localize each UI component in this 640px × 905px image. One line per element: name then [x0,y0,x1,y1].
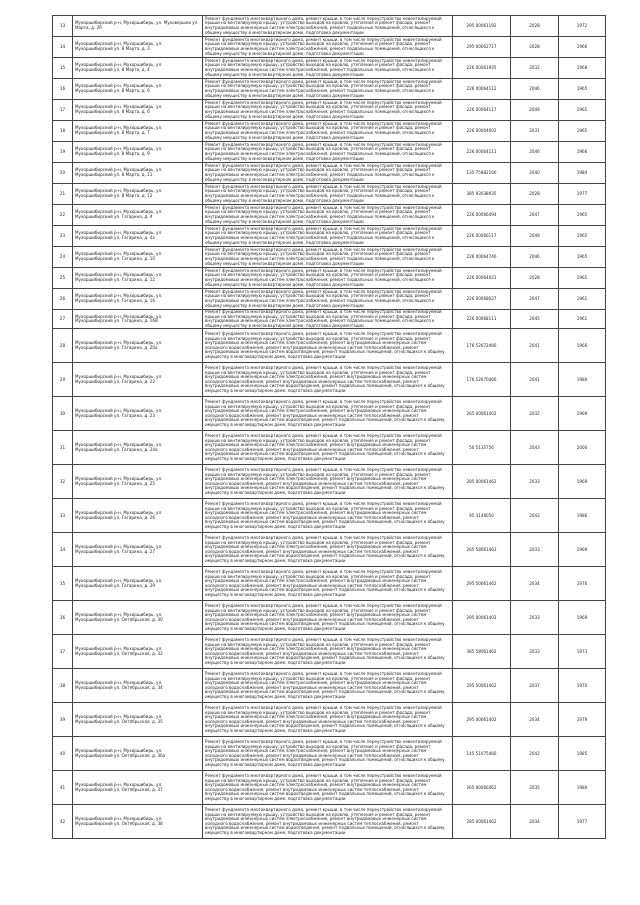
row-number-cell: 38 [53,669,73,703]
build-year-cell: 1965 [559,121,606,142]
cost-cell: 265 00061402 [453,397,511,431]
work-description-cell: Ремонт фундамента многоквартирного дома, ремонт крыши, в том числе переустройство невентилируемой крыши на вентилируемую крышу, устройство выходов на кровлю, утепление и ремонт фасада, ремонт внутридомовых инженерных систем электроснабжения, ремонт внутридомовых инженерных систем холодного водоснабжения, ремонт внутридомовых инженерных систем теплоснабжения, ремонт внутридомовых инженерных систем водоотведения, ремонт подвальных помещений, относящихся к общему имуществу в многоквартирном доме, подготовка документации [203,499,453,533]
work-description-cell: Ремонт фундамента многоквартирного дома, ремонт крыши, в том числе переустройство невентилируемой крыши на вентилируемую крышу, устройство выходов на кровлю, утепление и ремонт фасада, ремонт внутридомовых инженерных систем электроснабжения, ремонт подвальных помещений, относящихся к общему имуществу в многоквартирном доме, подготовка документации [203,37,453,58]
address-cell: Мухоршибирский р-н, Мухоршибирь, ул. Мухоршибирский ул. 8 Марта, д. 4 [73,58,203,79]
repair-year-cell: 2037 [511,669,559,703]
build-year-cell: 1977 [559,184,606,205]
build-year-cell: 1965 [559,268,606,289]
cost-cell: 295 50061462 [453,567,511,601]
row-number-cell: 16 [53,79,73,100]
table-row [53,601,606,635]
table-row [53,289,606,310]
cost-cell: 226 00064112 [453,79,511,100]
work-description-cell: Ремонт фундамента многоквартирного дома, ремонт крыши, в том числе переустройство невентилируемой крыши на вентилируемую крышу, устройство выходов на кровлю, утепление и ремонт фасада, ремонт внутридомовых инженерных систем электроснабжения, ремонт подвальных помещений, относящихся к общему имуществу в многоквартирном доме, подготовка документации [203,184,453,205]
repair-year-cell: 2028 [511,16,559,37]
build-year-cell: 1965 [559,205,606,226]
repair-year-cell: 2034 [511,567,559,601]
row-number-cell: 17 [53,100,73,121]
work-description-cell: Ремонт фундамента многоквартирного дома, ремонт крыши, в том числе переустройство невентилируемой крыши на вентилируемую крышу, устройство выходов на кровлю, утепление и ремонт фасада, ремонт внутридомовых инженерных систем электроснабжения, ремонт внутридомовых инженерных систем холодного водоснабжения, ремонт внутридомовых инженерных систем теплоснабжения, ремонт внутридомовых инженерных систем водоотведения, ремонт подвальных помещений, относящихся к общему имуществу в многоквартирном доме, подготовка документации [203,737,453,771]
address-cell: Мухоршибирский р-н, Мухоршибирь, ул. Мухоршибирский ул. 8 Марта, д. 11 [73,163,203,184]
work-description-cell: Ремонт фундамента многоквартирного дома, ремонт крыши, в том числе переустройство невентилируемой крыши на вентилируемую крышу, устройство выходов на кровлю, утепление и ремонт фасада, ремонт внутридомовых инженерных систем электроснабжения, ремонт внутридомовых инженерных систем холодного водоснабжения, ремонт внутридомовых инженерных систем теплоснабжения, ремонт внутридомовых инженерных систем водоотведения, ремонт подвальных помещений, относящихся к общему имуществу в многоквартирном доме, подготовка документации [203,567,453,601]
repair-year-cell: 2032 [511,397,559,431]
build-year-cell: 1965 [559,247,606,268]
table-row [53,79,606,100]
table-row [53,37,606,58]
repair-year-cell: 2041 [511,363,559,397]
table-row [53,16,606,37]
address-cell: Мухоршибирский р-н, Мухоршибирь, ул. Мухоршибирский ул. Октябрьская, д. 32 [73,635,203,669]
cost-cell: 50 5135756 [453,431,511,465]
repair-year-cell: 2047 [511,289,559,310]
build-year-cell: 1968 [559,58,606,79]
address-cell: Мухоршибирский р-н, Мухоршибирь, ул. Мухоршибирский ул. Октябрьская, д. 38 [73,805,203,839]
cost-cell: 226 00064111 [453,142,511,163]
work-description-cell: Ремонт фундамента многоквартирного дома, ремонт крыши, в том числе переустройство невентилируемой крыши на вентилируемую крышу, устройство выходов на кровлю, утепление и ремонт фасада, ремонт внутридомовых инженерных систем электроснабжения, ремонт подвальных помещений, относящихся к общему имуществу в многоквартирном доме, подготовка документации [203,100,453,121]
work-description-cell: Ремонт фундамента многоквартирного дома, ремонт крыши, в том числе переустройство невентилируемой крыши на вентилируемую крышу, устройство выходов на кровлю, утепление и ремонт фасада, ремонт внутридомовых инженерных систем электроснабжения, ремонт подвальных помещений, относящихся к общему имуществу в многоквартирном доме, подготовка документации [203,16,453,37]
work-description-cell: Ремонт фундамента многоквартирного дома, ремонт крыши, в том числе переустройство невентилируемой крыши на вентилируемую крышу, устройство выходов на кровлю, утепление и ремонт фасада, ремонт внутридомовых инженерных систем электроснабжения, ремонт внутридомовых инженерных систем холодного водоснабжения, ремонт внутридомовых инженерных систем теплоснабжения, ремонт внутридомовых инженерных систем водоотведения, ремонт подвальных помещений, относящихся к общему имуществу в многоквартирном доме, подготовка документации [203,465,453,499]
address-cell: Мухоршибирский р-н, Мухоршибирь, ул. Мухоршибирский ул. Гагарина, д. 10 [73,247,203,268]
table-row [53,247,606,268]
row-number-cell: 18 [53,121,73,142]
table-row [53,805,606,839]
address-cell: Мухоршибирский р-н, Мухоршибирь, ул. Мухоршибирский ул. Гагарина, д. 23 [73,397,203,431]
work-description-cell: Ремонт фундамента многоквартирного дома, ремонт крыши, в том числе переустройство невентилируемой крыши на вентилируемую крышу, устройство выходов на кровлю, утепление и ремонт фасада, ремонт внутридомовых инженерных систем электроснабжения, ремонт внутридомовых инженерных систем холодного водоснабжения, ремонт внутридомовых инженерных систем теплоснабжения, ремонт внутридомовых инженерных систем водоотведения, ремонт подвальных помещений, относящихся к общему имуществу в многоквартирном доме, подготовка документации [203,601,453,635]
work-description-cell: Ремонт фундамента многоквартирного дома, ремонт крыши, в том числе переустройство невентилируемой крыши на вентилируемую крышу, устройство выходов на кровлю, утепление и ремонт фасада, ремонт внутридомовых инженерных систем электроснабжения, ремонт внутридомовых инженерных систем холодного водоснабжения, ремонт внутридомовых инженерных систем теплоснабжения, ремонт внутридомовых инженерных систем водоотведения, ремонт подвальных помещений, относящихся к общему имуществу в многоквартирном доме, подготовка документации [203,329,453,363]
address-cell: Мухоршибирский р-н, Мухоршибирь, ул. Мухоршибирский ул. Гагарина, д. 12 [73,268,203,289]
address-cell: Мухоршибирский р-н, Мухоршибирь, ул. Мухоршибирский ул. Гагарина, д. 4 [73,205,203,226]
repair-year-cell: 2033 [511,533,559,567]
row-number-cell: 13 [53,16,73,37]
cost-cell: 285 00061462 [453,805,511,839]
row-number-cell: 30 [53,397,73,431]
table-row [53,226,606,247]
row-number-cell: 35 [53,567,73,601]
work-description-cell: Ремонт фундамента многоквартирного дома, ремонт крыши, в том числе переустройство невентилируемой крыши на вентилируемую крышу, устройство выходов на кровлю, утепление и ремонт фасада, ремонт внутридомовых инженерных систем электроснабжения, ремонт внутридомовых инженерных систем холодного водоснабжения, ремонт внутридомовых инженерных систем теплоснабжения, ремонт внутридомовых инженерных систем водоотведения, ремонт подвальных помещений, относящихся к общему имуществу в многоквартирном доме, подготовка документации [203,363,453,397]
cost-cell: 176 52672466 [453,329,511,363]
row-number-cell: 32 [53,465,73,499]
address-cell: Мухоршибирский р-н, Мухоршибирь, ул. Мухоршибирский ул. Гагарина, д. 16В [73,310,203,329]
cost-cell: 265 58061463 [453,533,511,567]
row-number-cell: 14 [53,37,73,58]
cost-cell: 226 00068111 [453,310,511,329]
work-description-cell: Ремонт фундамента многоквартирного дома, ремонт крыши, в том числе переустройство невентилируемой крыши на вентилируемую крышу, устройство выходов на кровлю, утепление и ремонт фасада, ремонт внутридомовых инженерных систем электроснабжения, ремонт подвальных помещений, относящихся к общему имуществу в многоквартирном доме, подготовка документации [203,79,453,100]
cost-cell: 295 00062717 [453,37,511,58]
table-row [53,635,606,669]
row-number-cell: 15 [53,58,73,79]
cost-cell: 295 00061192 [453,16,511,37]
build-year-cell: 1986 [559,499,606,533]
table-row [53,533,606,567]
build-year-cell: 1961 [559,310,606,329]
address-cell: Мухоршибирский р-н, Мухоршибирь, ул. Мухоршибирский ул. Гагарина, д. 4а [73,226,203,247]
table-row [53,58,606,79]
address-cell: Мухоршибирский р-н, Мухоршибирь, ул. Мухоршибирский ул. 8 Марта, д. 6 [73,79,203,100]
build-year-cell: 1969 [559,465,606,499]
cost-cell: 145 51075466 [453,737,511,771]
work-description-cell: Ремонт фундамента многоквартирного дома, ремонт крыши, в том числе переустройство невентилируемой крыши на вентилируемую крышу, устройство выходов на кровлю, утепление и ремонт фасада, ремонт внутридомовых инженерных систем электроснабжения, ремонт подвальных помещений, относящихся к общему имуществу в многоквартирном доме, подготовка документации [203,142,453,163]
repair-year-cell: 2042 [511,737,559,771]
cost-cell: 385 93038935 [453,184,511,205]
row-number-cell: 28 [53,329,73,363]
row-number-cell: 40 [53,737,73,771]
build-year-cell: 1961 [559,289,606,310]
build-year-cell: 1966 [559,329,606,363]
cost-cell: 265 00066462 [453,771,511,805]
build-year-cell: 1972 [559,16,606,37]
table-row [53,771,606,805]
address-cell: Мухоршибирский р-н, Мухоршибирь, ул. Мухоршибирский ул. Гагарина, д. 27 [73,533,203,567]
repair-year-cell: 2031 [511,121,559,142]
table-row [53,737,606,771]
cost-cell: 226 00066117 [453,226,511,247]
build-year-cell: 1980 [559,771,606,805]
repair-year-cell: 2049 [511,226,559,247]
row-number-cell: 23 [53,226,73,247]
repair-year-cell: 2047 [511,205,559,226]
cost-cell: 135 75882166 [453,163,511,184]
work-description-cell: Ремонт фундамента многоквартирного дома, ремонт крыши, в том числе переустройство невентилируемой крыши на вентилируемую крышу, устройство выходов на кровлю, утепление и ремонт фасада, ремонт внутридомовых инженерных систем электроснабжения, ремонт внутридомовых инженерных систем холодного водоснабжения, ремонт внутридомовых инженерных систем теплоснабжения, ремонт внутридомовых инженерных систем водоотведения, ремонт подвальных помещений, относящихся к общему имуществу в многоквартирном доме, подготовка документации [203,635,453,669]
table-row [53,205,606,226]
row-number-cell: 34 [53,533,73,567]
cost-cell: 295 00061402 [453,601,511,635]
work-description-cell: Ремонт фундамента многоквартирного дома, ремонт крыши, в том числе переустройство невентилируемой крыши на вентилируемую крышу, устройство выходов на кровлю, утепление и ремонт фасада, ремонт внутридомовых инженерных систем электроснабжения, ремонт внутридомовых инженерных систем холодного водоснабжения, ремонт внутридомовых инженерных систем теплоснабжения, ремонт внутридомовых инженерных систем водоотведения, ремонт подвальных помещений, относящихся к общему имуществу в многоквартирном доме, подготовка документации [203,431,453,465]
repair-year-cell: 2046 [511,247,559,268]
row-number-cell: 25 [53,268,73,289]
work-description-cell: Ремонт фундамента многоквартирного дома, ремонт крыши, в том числе переустройство невентилируемой крыши на вентилируемую крышу, устройство выходов на кровлю, утепление и ремонт фасада, ремонт внутридомовых инженерных систем электроснабжения, ремонт подвальных помещений, относящихся к общему имуществу в многоквартирном доме, подготовка документации [203,268,453,289]
row-number-cell: 29 [53,363,73,397]
address-cell: Мухоршибирский р-н, Мухоршибирь, ул. Мухоршибирский ул. 8 Марта, д. 12 [73,184,203,205]
row-number-cell: 19 [53,142,73,163]
address-cell: Мухоршибирский р-н, Мухоршибирь, ул. Мухоршибирский ул. Октябрьская, д. 36а [73,737,203,771]
repair-year-cell: 2028 [511,268,559,289]
build-year-cell: 1980 [559,363,606,397]
repair-year-cell: 2034 [511,805,559,839]
build-year-cell: 1965 [559,79,606,100]
address-cell: Мухоршибирский р-н, Мухоршибирь, ул. Мухоршибирский ул. Октябрьская, д. 34 [73,669,203,703]
repair-year-cell: 2028 [511,37,559,58]
row-number-cell: 37 [53,635,73,669]
repair-year-cell: 2049 [511,100,559,121]
repair-year-cell: 2046 [511,142,559,163]
build-year-cell: 1984 [559,163,606,184]
row-number-cell: 20 [53,163,73,184]
work-description-cell: Ремонт фундамента многоквартирного дома, ремонт крыши, в том числе переустройство невентилируемой крыши на вентилируемую крышу, устройство выходов на кровлю, утепление и ремонт фасада, ремонт внутридомовых инженерных систем электроснабжения, ремонт внутридомовых инженерных систем холодного водоснабжения, ремонт внутридомовых инженерных систем теплоснабжения, ремонт внутридомовых инженерных систем водоотведения, ремонт подвальных помещений, относящихся к общему имуществу в многоквартирном доме, подготовка документации [203,771,453,805]
build-year-cell: 1969 [559,397,606,431]
row-number-cell: 24 [53,247,73,268]
build-year-cell: 1966 [559,142,606,163]
address-cell: Мухоршибирский р-н, Мухоршибирь, ул. Мухоршибирский ул. Октябрьская, д. 30 [73,601,203,635]
address-cell: Мухоршибирский р-н, Мухоршибирь, ул. Мухоршибирский ул. Гагарина, д. 22 [73,363,203,397]
build-year-cell: 1965 [559,226,606,247]
cost-cell: 226 00064746 [453,247,511,268]
work-description-cell: Ремонт фундамента многоквартирного дома, ремонт крыши, в том числе переустройство невентилируемой крыши на вентилируемую крышу, устройство выходов на кровлю, утепление и ремонт фасада, ремонт внутридомовых инженерных систем электроснабжения, ремонт подвальных помещений, относящихся к общему имуществу в многоквартирном доме, подготовка документации [203,247,453,268]
build-year-cell: 1979 [559,703,606,737]
table-row [53,100,606,121]
table-row [53,499,606,533]
table-row [53,431,606,465]
repair-year-cell: 2046 [511,79,559,100]
work-description-cell: Ремонт фундамента многоквартирного дома, ремонт крыши, в том числе переустройство невентилируемой крыши на вентилируемую крышу, устройство выходов на кровлю, утепление и ремонт фасада, ремонт внутридомовых инженерных систем электроснабжения, ремонт подвальных помещений, относящихся к общему имуществу в многоквартирном доме, подготовка документации [203,310,453,329]
build-year-cell: 1965 [559,100,606,121]
address-cell: Мухоршибирский р-н, Мухоршибирь, ул. Мухоршибирский ул. Октябрьская, д. 35 [73,703,203,737]
row-number-cell: 31 [53,431,73,465]
repair-year-cell: 2028 [511,184,559,205]
repair-year-cell: 2032 [511,58,559,79]
cost-cell: 385 58061462 [453,635,511,669]
table-row [53,397,606,431]
work-description-cell: Ремонт фундамента многоквартирного дома, ремонт крыши, в том числе переустройство невентилируемой крыши на вентилируемую крышу, устройство выходов на кровлю, утепление и ремонт фасада, ремонт внутридомовых инженерных систем электроснабжения, ремонт подвальных помещений, относящихся к общему имуществу в многоквартирном доме, подготовка документации [203,121,453,142]
row-number-cell: 21 [53,184,73,205]
build-year-cell: 2000 [559,431,606,465]
repair-year-cell: 2043 [511,499,559,533]
address-cell: Мухоршибирский р-н, Мухоршибирь, ул. Мухоршибирский ул. Гагарина, д. 16 [73,289,203,310]
work-description-cell: Ремонт фундамента многоквартирного дома, ремонт крыши, в том числе переустройство невентилируемой крыши на вентилируемую крышу, устройство выходов на кровлю, утепление и ремонт фасада, ремонт внутридомовых инженерных систем электроснабжения, ремонт подвальных помещений, относящихся к общему имуществу в многоквартирном доме, подготовка документации [203,226,453,247]
address-cell: Мухоршибирский р-н, Мухоршибирь, ул. Мухоршибирский ул. Гагарина, д. 29 [73,567,203,601]
repair-year-cell: 2034 [511,703,559,737]
repair-year-cell: 2040 [511,163,559,184]
build-year-cell: 1973 [559,635,606,669]
row-number-cell: 41 [53,771,73,805]
address-cell: Мухоршибирский р-н, Мухоршибирь, ул. Муховершки ул. Марта, д. 29 [73,16,203,37]
work-description-cell: Ремонт фундамента многоквартирного дома, ремонт крыши, в том числе переустройство невентилируемой крыши на вентилируемую крышу, устройство выходов на кровлю, утепление и ремонт фасада, ремонт внутридомовых инженерных систем электроснабжения, ремонт внутридомовых инженерных систем холодного водоснабжения, ремонт внутридомовых инженерных систем теплоснабжения, ремонт внутридомовых инженерных систем водоотведения, ремонт подвальных помещений, относящихся к общему имуществу в многоквартирном доме, подготовка документации [203,397,453,431]
repair-year-cell: 2033 [511,635,559,669]
table-row [53,121,606,142]
table-row [53,268,606,289]
row-number-cell: 26 [53,289,73,310]
table-row [53,142,606,163]
repair-year-cell: 2043 [511,431,559,465]
table-row [53,329,606,363]
address-cell: Мухоршибирский р-н, Мухоршибирь, ул. Мухоршибирский ул. Гагарина, д. 20а [73,329,203,363]
work-description-cell: Ремонт фундамента многоквартирного дома, ремонт крыши, в том числе переустройство невентилируемой крыши на вентилируемую крышу, устройство выходов на кровлю, утепление и ремонт фасада, ремонт внутридомовых инженерных систем электроснабжения, ремонт внутридомовых инженерных систем холодного водоснабжения, ремонт внутридомовых инженерных систем теплоснабжения, ремонт внутридомовых инженерных систем водоотведения, ремонт подвальных помещений, относящихся к общему имуществу в многоквартирном доме, подготовка документации [203,805,453,839]
cost-cell: 226 00068027 [453,289,511,310]
address-cell: Мухоршибирский р-н, Мухоршибирь, ул. Мухоршибирский ул. Октябрьская, д. 37 [73,771,203,805]
work-description-cell: Ремонт фундамента многоквартирного дома, ремонт крыши, в том числе переустройство невентилируемой крыши на вентилируемую крышу, устройство выходов на кровлю, утепление и ремонт фасада, ремонт внутридомовых инженерных систем электроснабжения, ремонт внутридомовых инженерных систем холодного водоснабжения, ремонт внутридомовых инженерных систем теплоснабжения, ремонт внутридомовых инженерных систем водоотведения, ремонт подвальных помещений, относящихся к общему имуществу в многоквартирном доме, подготовка документации [203,669,453,703]
work-description-cell: Ремонт фундамента многоквартирного дома, ремонт крыши, в том числе переустройство невентилируемой крыши на вентилируемую крышу, устройство выходов на кровлю, утепление и ремонт фасада, ремонт внутридомовых инженерных систем электроснабжения, ремонт внутридомовых инженерных систем холодного водоснабжения, ремонт внутридомовых инженерных систем теплоснабжения, ремонт внутридомовых инженерных систем водоотведения, ремонт подвальных помещений, относящихся к общему имуществу в многоквартирном доме, подготовка документации [203,703,453,737]
cost-cell: 176 52670466 [453,363,511,397]
table-row [53,163,606,184]
address-cell: Мухоршибирский р-н, Мухоршибирь, ул. Мухоршибирский ул. 8 Марта, д. 7 [73,121,203,142]
work-description-cell: Ремонт фундамента многоквартирного дома, ремонт крыши, в том числе переустройство невентилируемой крыши на вентилируемую крышу, устройство выходов на кровлю, утепление и ремонт фасада, ремонт внутридомовых инженерных систем электроснабжения, ремонт подвальных помещений, относящихся к общему имуществу в многоквартирном доме, подготовка документации [203,163,453,184]
table-row [53,363,606,397]
repair-year-cell: 2045 [511,310,559,329]
build-year-cell: 1966 [559,37,606,58]
row-number-cell: 22 [53,205,73,226]
address-cell: Мухоршибирский р-н, Мухоршибирь, ул. Мухоршибирский ул. 8 Марта, д. 3 [73,37,203,58]
build-year-cell: 1969 [559,601,606,635]
table-row [53,310,606,329]
address-cell: Мухоршибирский р-н, Мухоршибирь, ул. Мухоршибирский ул. Гагарина, д. 26 [73,499,203,533]
build-year-cell: 1977 [559,805,606,839]
build-year-cell: 1976 [559,567,606,601]
build-year-cell: 1970 [559,669,606,703]
cost-cell: 226 00064002 [453,121,511,142]
work-description-cell: Ремонт фундамента многоквартирного дома, ремонт крыши, в том числе переустройство невентилируемой крыши на вентилируемую крышу, устройство выходов на кровлю, утепление и ремонт фасада, ремонт внутридомовых инженерных систем электроснабжения, ремонт подвальных помещений, относящихся к общему имуществу в многоквартирном доме, подготовка документации [203,58,453,79]
repair-year-cell: 2033 [511,465,559,499]
work-description-cell: Ремонт фундамента многоквартирного дома, ремонт крыши, в том числе переустройство невентилируемой крыши на вентилируемую крышу, устройство выходов на кровлю, утепление и ремонт фасада, ремонт внутридомовых инженерных систем электроснабжения, ремонт внутридомовых инженерных систем холодного водоснабжения, ремонт внутридомовых инженерных систем теплоснабжения, ремонт внутридомовых инженерных систем водоотведения, ремонт подвальных помещений, относящихся к общему имуществу в многоквартирном доме, подготовка документации [203,533,453,567]
address-cell: Мухоршибирский р-н, Мухоршибирь, ул. Мухоршибирский ул. Гагарина, д. 25 [73,465,203,499]
document-page [52,15,605,839]
cost-cell: 226 00064117 [453,100,511,121]
cost-cell: 285 00061462 [453,465,511,499]
build-year-cell: 1969 [559,533,606,567]
row-number-cell: 39 [53,703,73,737]
repair-year-cell: 2033 [511,601,559,635]
row-number-cell: 36 [53,601,73,635]
address-cell: Мухоршибирский р-н, Мухоршибирь, ул. Мухоршибирский ул. 8 Марта, д. 9 [73,142,203,163]
repair-year-cell: 2035 [511,771,559,805]
repair-year-cell: 2041 [511,329,559,363]
table-body [53,16,606,839]
table-row [53,465,606,499]
table-row [53,184,606,205]
capital-repair-table [52,15,606,839]
table-row [53,703,606,737]
cost-cell: 226 00061935 [453,58,511,79]
address-cell: Мухоршибирский р-н, Мухоршибирь, ул. Мухоршибирский ул. Гагарина, д. 24а [73,431,203,465]
cost-cell: 295 50061462 [453,669,511,703]
row-number-cell: 27 [53,310,73,329]
cost-cell: 226 00064021 [453,268,511,289]
cost-cell: 226 00066494 [453,205,511,226]
table-row [53,567,606,601]
address-cell: Мухоршибирский р-н, Мухоршибирь, ул. Мухоршибирский ул. 8 Марта, д. 6 [73,100,203,121]
cost-cell: 95 3148050 [453,499,511,533]
work-description-cell: Ремонт фундамента многоквартирного дома, ремонт крыши, в том числе переустройство невентилируемой крыши на вентилируемую крышу, устройство выходов на кровлю, утепление и ремонт фасада, ремонт внутридомовых инженерных систем электроснабжения, ремонт подвальных помещений, относящихся к общему имуществу в многоквартирном доме, подготовка документации [203,205,453,226]
build-year-cell: 1985 [559,737,606,771]
cost-cell: 295 00061402 [453,703,511,737]
row-number-cell: 33 [53,499,73,533]
work-description-cell: Ремонт фундамента многоквартирного дома, ремонт крыши, в том числе переустройство невентилируемой крыши на вентилируемую крышу, устройство выходов на кровлю, утепление и ремонт фасада, ремонт внутридомовых инженерных систем электроснабжения, ремонт подвальных помещений, относящихся к общему имуществу в многоквартирном доме, подготовка документации [203,289,453,310]
row-number-cell: 42 [53,805,73,839]
table-row [53,669,606,703]
